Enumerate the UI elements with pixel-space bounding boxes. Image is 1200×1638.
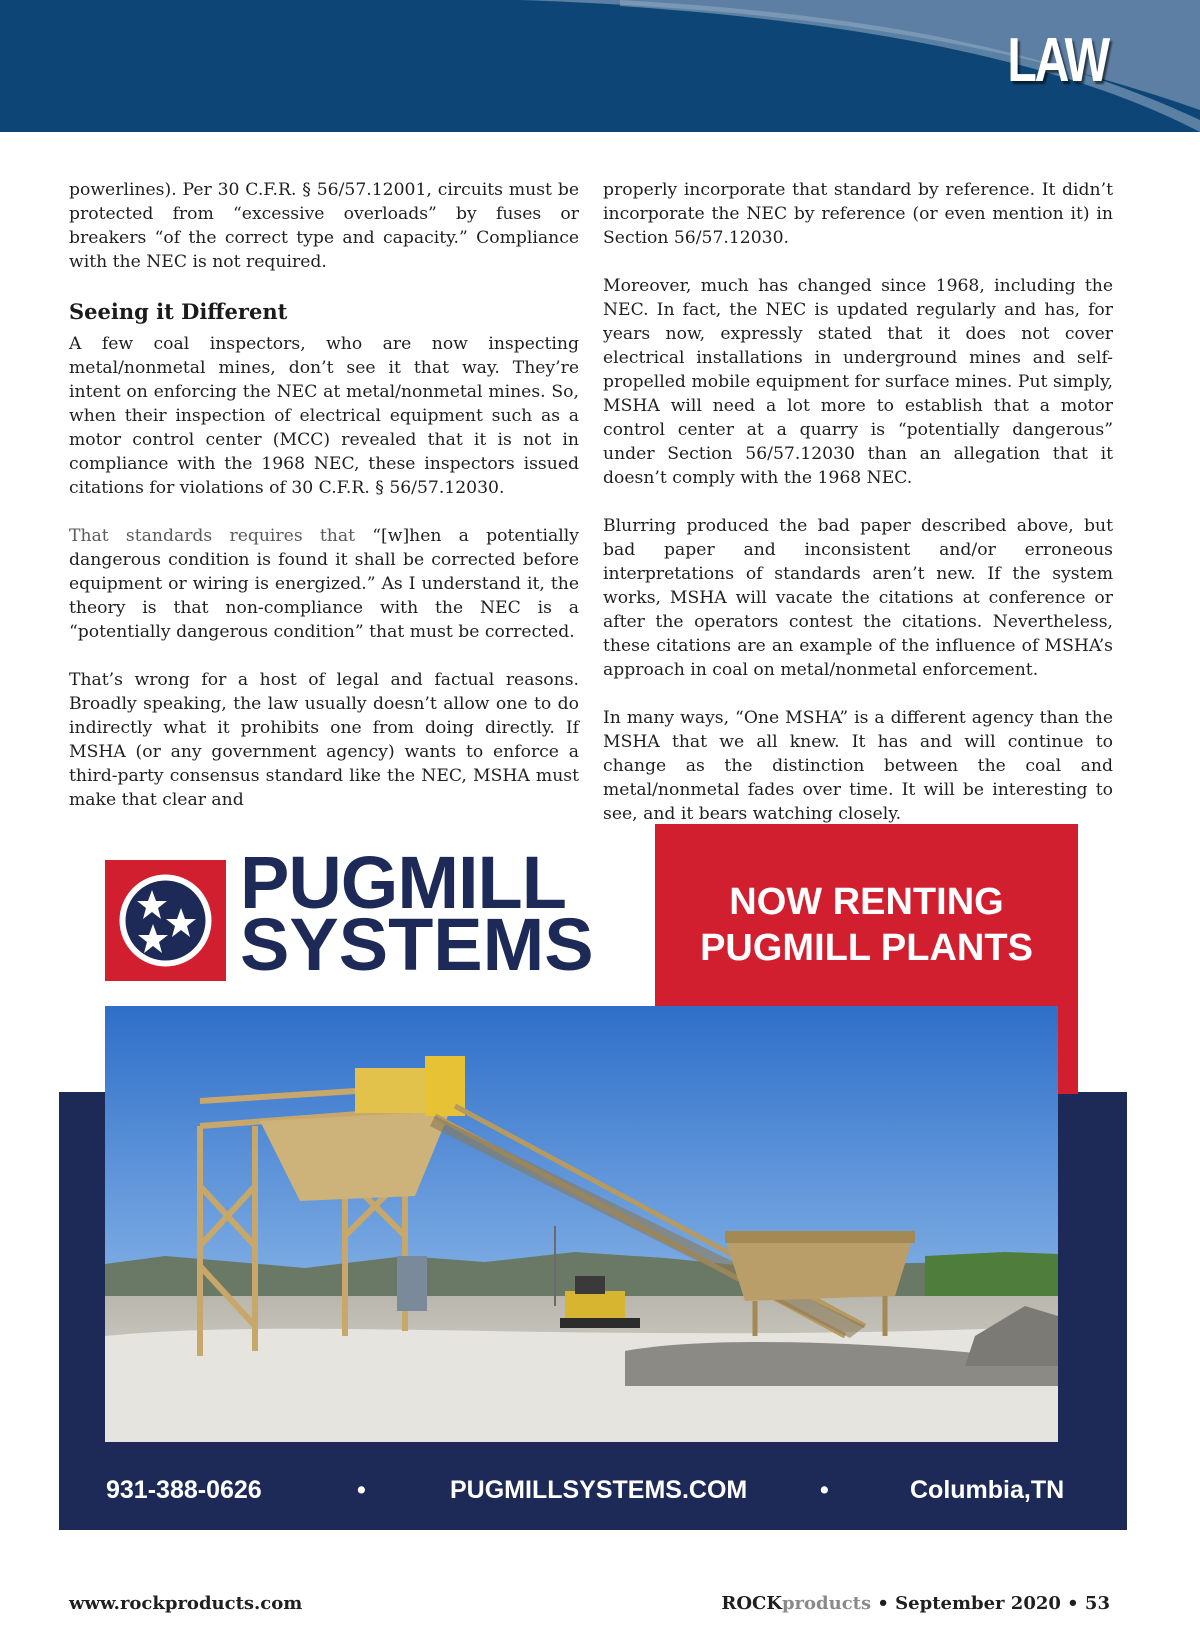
article-left-column bbox=[69, 178, 579, 836]
magazine-name-rock: ROCK bbox=[721, 1593, 782, 1614]
paragraph: properly incorporate that standard by reference. It didn’t incorporate the NEC by reference (or even mention it) in Section 56/57.12030. bbox=[603, 180, 1113, 248]
ad-website: PUGMILLSYSTEMS.COM bbox=[450, 1476, 748, 1504]
paragraph: A few coal inspectors, who are now inspecting metal/nonmetal mines, don’t see it that way. They’re intent on enforcing the NEC at metal/nonmetal mines. So, when their inspection of electrical equipment such as a motor control center (MCC) revealed that it is not in compliance with the 1968 NEC, these inspectors issued citations for violations of 30 C.F.R. § 56/57.12030. bbox=[69, 334, 579, 498]
ad-brand-line2: SYSTEMS bbox=[240, 903, 594, 986]
paragraph: powerlines). Per 30 C.F.R. § 56/57.12001, circuits must be protected from “excessive overloads” by fuses or breakers “of the correct type and capacity.” Compliance with the NEC is not required. bbox=[69, 180, 579, 272]
ad-separator: • bbox=[820, 1476, 829, 1504]
ad-location: Columbia,TN bbox=[910, 1476, 1065, 1504]
footer-website: www.rockproducts.com bbox=[69, 1593, 303, 1614]
ad-headline-line2: PUGMILL PLANTS bbox=[700, 927, 1033, 969]
ad-separator: • bbox=[357, 1476, 366, 1504]
page-header bbox=[0, 0, 1200, 132]
paragraph: That’s wrong for a host of legal and factual reasons. Broadly speaking, the law usually doesn’t allow one to do indirectly what it prohibits one from doing directly. If MSHA (or any government agency) wants to enforce a third-party consensus standard like the NEC, MSHA must make that clear and bbox=[69, 670, 579, 810]
ad-headline-line1: NOW RENTING bbox=[729, 881, 1004, 923]
pugmill-advertisement bbox=[0, 820, 1200, 1540]
paragraph: Moreover, much has changed since 1968, including the NEC. In fact, the NEC is updated regularly and has, for years now, expressly stated that it does not cover electrical installations in underground mines and self-propelled mobile equipment for surface mines. Put simply, MSHA will need a lot more to establish that a motor control center at a quarry is “potentially dangerous” under Section 56/57.12030 than an allegation that it doesn’t comply with the 1968 NEC. bbox=[603, 276, 1113, 488]
ad-phone: 931-388-0626 bbox=[106, 1476, 262, 1504]
footer-issue-info bbox=[721, 1592, 1110, 1616]
issue-and-page: • September 2020 • 53 bbox=[871, 1593, 1110, 1614]
ad-brand-line1: PUGMILL bbox=[240, 841, 566, 924]
pugmill-plant-photo bbox=[105, 1006, 1058, 1442]
magazine-name-products: products bbox=[781, 1593, 872, 1614]
paragraph-lead: That standards requires that bbox=[69, 526, 373, 546]
section-label: LAW bbox=[1007, 26, 1108, 95]
paragraph: In many ways, “One MSHA” is a different agency than the MSHA that we all knew. It has and will continue to change as the distinction between the coal and metal/nonmetal fades over time. It will be interesting to see, and it bears watching closely. bbox=[603, 708, 1113, 824]
paragraph: Blurring produced the bad paper described above, but bad paper and inconsistent and/or erroneous interpretations of standards aren’t new. If the system works, MSHA will vacate the citations at conference or after the operators contest the citations. Nevertheless, these citations are an example of the influence of MSHA’s approach in coal on metal/nonmetal enforcement. bbox=[603, 516, 1113, 680]
section-heading: Seeing it Different bbox=[69, 299, 288, 324]
tristar-logo-icon bbox=[105, 860, 226, 981]
paragraph bbox=[69, 524, 579, 644]
article-right-column bbox=[603, 178, 1113, 850]
paragraph-rest: “[w]hen a potentially dangerous condition is found it shall be corrected before equipment or wiring is energized.” As I understand it, the theory is that non-compliance with the NEC is a “potentially dangerous condition” that must be corrected. bbox=[69, 526, 580, 642]
